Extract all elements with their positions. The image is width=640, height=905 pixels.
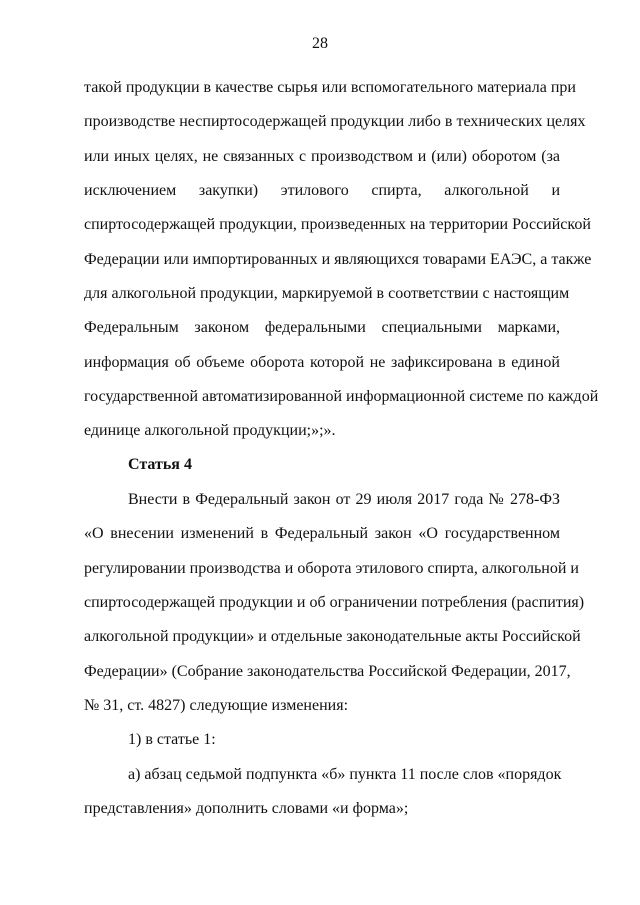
paragraph-line: регулировании производства и оборота этилового спирта, алкогольной и xyxy=(84,560,579,577)
paragraph-line: такой продукции в качестве сырья или вспомогательного материала при xyxy=(84,79,576,96)
paragraph-line: спиртосодержащей продукции, произведенных на территории Российской xyxy=(84,216,591,233)
paragraph-line: «О внесении изменений в Федеральный закон «О государственном xyxy=(84,525,560,542)
paragraph-last-line: № 31, ст. 4827) следующие изменения: xyxy=(84,697,349,714)
paragraph-line: а) абзац седьмой подпункта «б» пункта 11 после слов «порядок xyxy=(128,766,562,783)
paragraph-last-line: единице алкогольной продукции;»;». xyxy=(84,422,336,439)
paragraph-line: Федерации» (Собрание законодательства Российской Федерации, 2017, xyxy=(84,663,571,680)
paragraph-line: алкогольной продукции» и отдельные законодательные акты Российской xyxy=(84,628,581,645)
paragraph-line: для алкогольной продукции, маркируемой в соответствии с настоящим xyxy=(84,285,570,302)
paragraph-line: Федерации или импортированных и являющихся товарами ЕАЭС, а также xyxy=(84,251,592,268)
paragraph-line: информация об объеме оборота которой не зафиксирована в единой xyxy=(84,354,560,371)
paragraph-line: спиртосодержащей продукции и об ограничении потребления (распития) xyxy=(84,594,585,611)
page-number: 28 xyxy=(312,35,328,52)
paragraph-last-line: представления» дополнить словами «и форма»; xyxy=(84,800,409,817)
article-heading: Статья 4 xyxy=(128,456,192,473)
list-item: 1) в статье 1: xyxy=(128,731,216,748)
paragraph-line: Внести в Федеральный закон от 29 июля 2017 года № 278-ФЗ xyxy=(128,491,560,508)
paragraph-line: Федеральным законом федеральными специальными марками, xyxy=(84,319,560,336)
paragraph-line: государственной автоматизированной информационной системе по каждой xyxy=(84,388,599,405)
paragraph-line: или иных целях, не связанных с производством и (или) оборотом (за xyxy=(84,148,560,165)
paragraph-line: производстве неспиртосодержащей продукции либо в технических целях xyxy=(84,113,586,130)
paragraph-line: исключением закупки) этилового спирта, алкогольной и xyxy=(84,182,560,199)
